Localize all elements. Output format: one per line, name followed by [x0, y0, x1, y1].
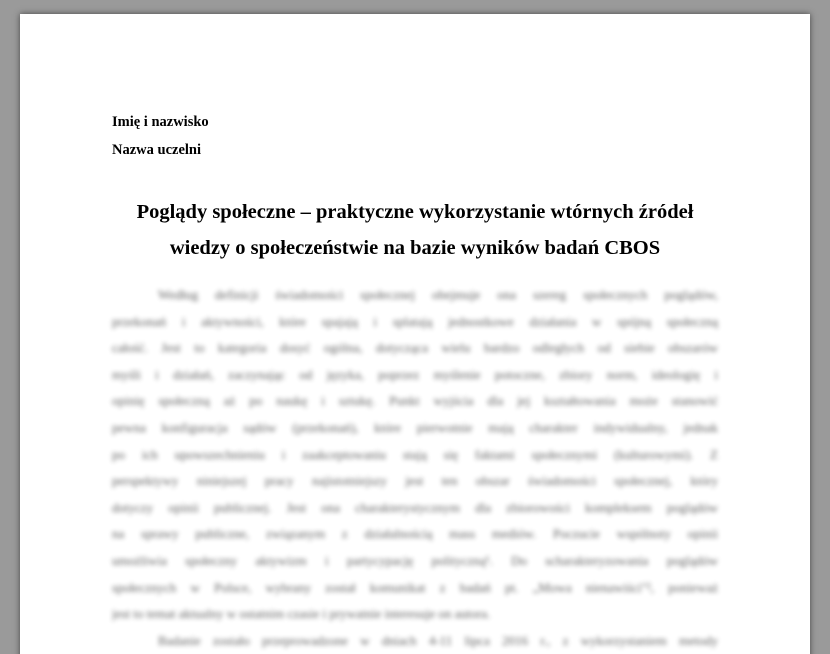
document-title: [20, 194, 810, 266]
body-line: umożliwia społeczny aktywizm i partycypację polityczną¹. Do scharakteryzowania poglądów: [112, 552, 718, 568]
body-line: Badanie zostało przeprowadzone w dniach 4-11 lipca 2016 r., z wykorzystaniem metody: [158, 632, 718, 648]
document-page: [20, 14, 810, 654]
body-line: przekonań i aktywności, które spajają i splatają jednostkowe działania w spójną społeczną: [112, 313, 718, 329]
body-line: na sprawy publiczne, związanym z działalnością mass mediów. Poczucie wspólnoty opinii: [112, 526, 718, 542]
body-line: opinię społeczną aż po naukę i sztukę. Punkt wyjścia dla jej kształtowania może stanowić: [112, 393, 718, 409]
author-block: [112, 108, 209, 164]
body-text: [112, 282, 718, 654]
body-line: dotyczy opinii publicznej. Jest ona charakterystycznym dla zbiorowości kompleksem poglądów: [112, 499, 718, 515]
body-line: pewna konfiguracja sądów (przekonań), które pierwotnie mają charakter indywidualny, jednak: [112, 419, 718, 435]
author-name: Imię i nazwisko: [112, 114, 209, 130]
title-line: wiedzy o społeczeństwie na bazie wyników badań CBOS: [169, 237, 661, 259]
body-line: całość. Jest to kategoria dosyć ogólna, dotycząca wielu bardzo odległych od siebie obszarów: [112, 340, 718, 356]
body-line: społecznych w Polsce, wybrany został komunikat z badań pt. „Mowa nienawiści"², ponieważ: [112, 579, 718, 595]
body-line: po ich upowszechnieniu i zaakceptowaniu stają się faktami społecznymi (kulturowymi). Z: [112, 446, 718, 462]
university-name: Nazwa uczelni: [112, 142, 201, 158]
body-line: perspektywy niniejszej pracy najistotniejszy jest ten obszar świadomości społecznej, który: [112, 473, 718, 489]
body-line: jest to temat aktualny w ostatnim czasie i prywatnie interesuje on autora.: [112, 606, 491, 622]
body-line: myśli i działań, zaczynając od języka, poprzez myślenie potoczne, zbiory norm, ideologię i: [112, 366, 718, 382]
body-line: Według definicji świadomości społecznej obejmuje ona szereg społecznych poglądów,: [158, 287, 718, 302]
title-line: Poglądy społeczne – praktyczne wykorzystanie wtórnych źródeł: [136, 201, 694, 223]
